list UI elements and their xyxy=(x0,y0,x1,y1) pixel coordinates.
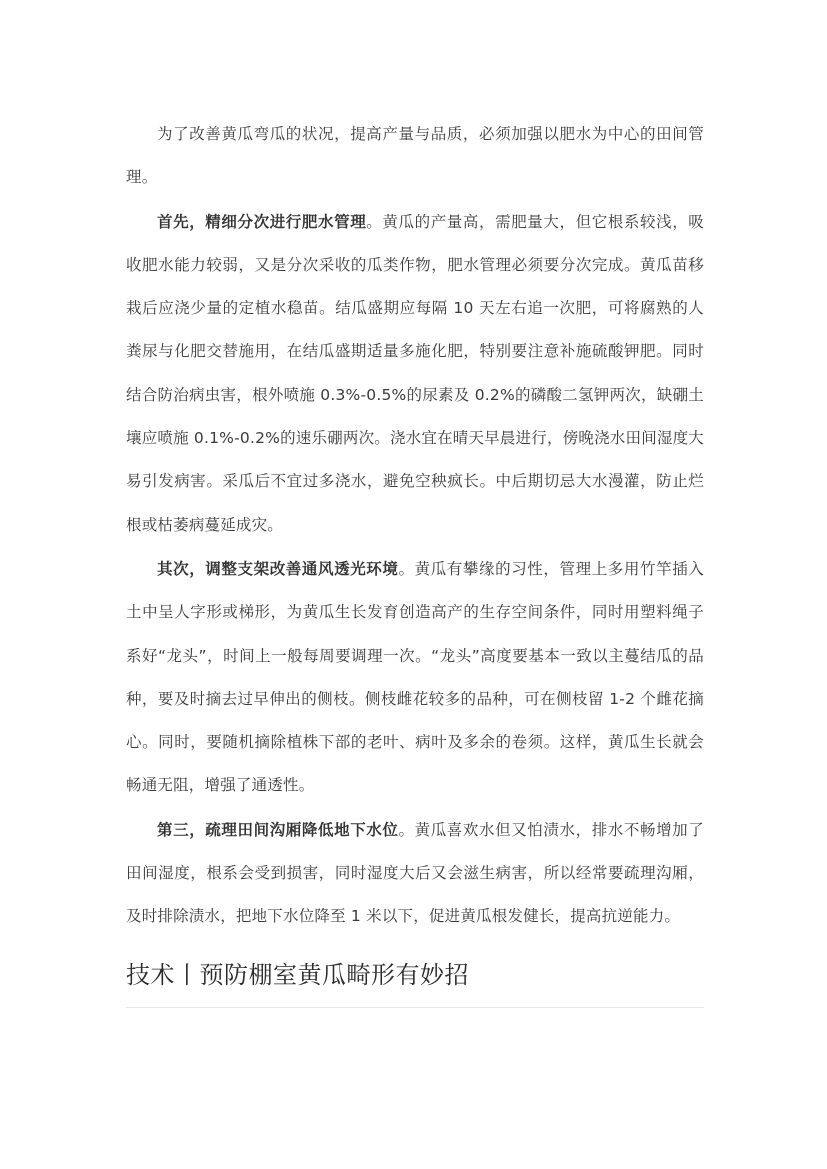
next-article-heading: 技术丨预防棚室黄瓜畸形有妙招 xyxy=(126,960,469,989)
article xyxy=(126,113,704,1008)
section-body: 。黄瓜喜欢水但又怕渍水，排水不畅增加了田间湿度，根系会受到损害，同时湿度大后又会滋生病害，所以经常要疏理沟厢，及时排除渍水，把地下水位降至 1 米以下，促进黄瓜根发健长，提高抗逆能力。 xyxy=(126,820,704,926)
section-lead: 首先，精细分次进行肥水管理 xyxy=(157,211,367,231)
section-body: 。黄瓜有攀缘的习性，管理上多用竹竿插入土中呈人字形或梯形，为黄瓜生长发育创造高产的生存空间条件，同时用塑料绳子系好“龙头”，时间上一般每周要调理一次。“龙头”高度要基本一致以主蔓结瓜的品种，要及时摘去过早伸出的侧枝。侧枝雌花较多的品种，可在侧枝留 1-2 个雌花摘心。同时，要随机摘除植株下部的老叶、病叶及多余的卷须。这样，黄瓜生长就会畅通无阻，增强了通透性。 xyxy=(126,559,704,795)
section-fertilizer-water xyxy=(126,200,704,547)
section-trellis-ventilation xyxy=(126,547,704,808)
intro-paragraph: 为了改善黄瓜弯瓜的状况，提高产量与品质，必须加强以肥水为中心的田间管理。 xyxy=(126,125,704,187)
heading-divider xyxy=(126,1007,704,1008)
section-lead: 第三，疏理田间沟厢降低地下水位 xyxy=(157,819,399,839)
section-body: 。黄瓜的产量高，需肥量大，但它根系较浅，吸收肥水能力较弱，又是分次采收的瓜类作物，肥水管理必须要分次完成。黄瓜苗移栽后应浇少量的定植水稳苗。结瓜盛期应每隔 10 天左右追一次肥，可将腐熟的人粪尿与化肥交替施用，在结瓜盛期适量多施化肥，特别要注意补施硫酸钾肥。同时结合防治病虫害，根外喷施 0.3%-0.5%的尿素及 0.2%的磷酸二氢钾两次，缺硼土壤应喷施 0.1%-0.2%的速乐硼两次。浇水宜在晴天早晨进行，傍晚浇水田间湿度大易引发病害。采瓜后不宜过多浇水，避免空秧疯长。中后期切忌大水漫灌，防止烂根或枯萎病蔓延成灾。 xyxy=(126,212,704,534)
section-lead: 其次，调整支架改善通风透光环境 xyxy=(157,558,399,578)
section-drainage xyxy=(126,808,704,939)
